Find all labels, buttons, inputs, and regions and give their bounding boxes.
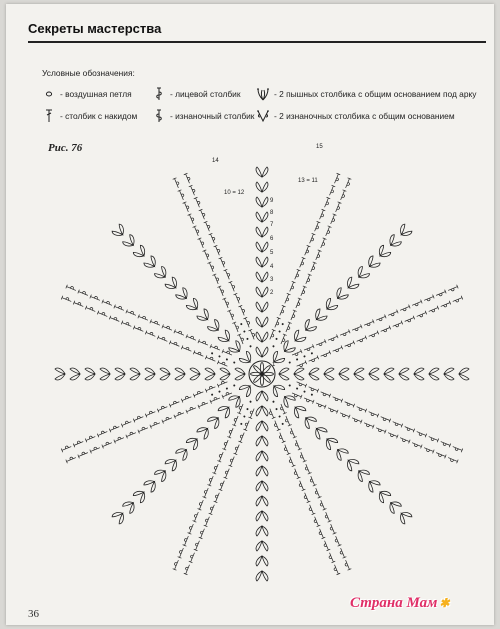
leaf-stitch-ray (256, 391, 268, 581)
leaf-stitch-ray (55, 368, 245, 380)
row-number-label: 8 (270, 210, 274, 216)
legend-item-puff-cluster (256, 87, 477, 101)
legend-label-chain: - воздушная петля (60, 89, 132, 99)
legend-label-puff-cluster: - 2 пышных столбика с общим основанием под арку (274, 89, 477, 99)
legend-item-back-post (152, 109, 256, 123)
row-number-label: 14 (212, 158, 219, 164)
row-number-label: 4 (270, 264, 274, 270)
row-number-label: 7 (270, 222, 274, 228)
leaf-stitch-ray (279, 368, 469, 380)
back-post-stitch-icon (152, 109, 166, 123)
leaf-stitch-ray (256, 167, 268, 357)
leaf-stitch-ray (111, 223, 254, 366)
row-number-label: 15 (316, 144, 323, 150)
legend-label-front-post: - лицевой столбик (170, 89, 241, 99)
legend-item-front-post (152, 87, 256, 101)
row-number-label: 13 = 11 (298, 178, 318, 184)
row-number-label: 6 (270, 236, 274, 242)
row-number-label: 1 (272, 362, 276, 368)
back-post-cluster-icon (256, 109, 270, 123)
puff-cluster-icon (256, 87, 270, 101)
row-number-label: 10 = 12 (224, 190, 245, 196)
figure-label: Рис. 76 (48, 142, 83, 154)
legend-title: Условные обозначения: (42, 68, 135, 78)
symbol-legend (42, 68, 477, 123)
chain-loop-icon (42, 87, 56, 101)
legend-item-back-post-cluster (256, 109, 466, 123)
legend-label-double-crochet: - столбик с накидом (60, 111, 138, 121)
row-number-label: 3 (270, 277, 274, 283)
legend-label-back-post: - изнаночный столбик (170, 111, 255, 121)
row-number-label: 9 (270, 198, 274, 204)
section-title: Секреты мастерства (28, 21, 162, 36)
page-header (28, 18, 486, 43)
double-crochet-icon (42, 109, 56, 123)
leaf-stitch-ray (270, 223, 413, 366)
site-watermark: Страна Мам ✱ (350, 595, 450, 611)
page-number: 36 (28, 608, 39, 620)
front-post-stitch-icon (152, 87, 166, 101)
crochet-chart-diagram (52, 136, 472, 601)
row-number-label: 2 (270, 290, 274, 296)
book-page (6, 4, 494, 625)
legend-item-double-crochet (42, 109, 152, 123)
legend-item-chain (42, 87, 152, 101)
row-number-label: 5 (270, 250, 274, 256)
leaf-stitch-ray (270, 382, 413, 525)
legend-label-back-post-cluster: - 2 изнаночных столбика с общим основанием (274, 111, 455, 121)
leaf-stitch-ray (111, 382, 254, 525)
